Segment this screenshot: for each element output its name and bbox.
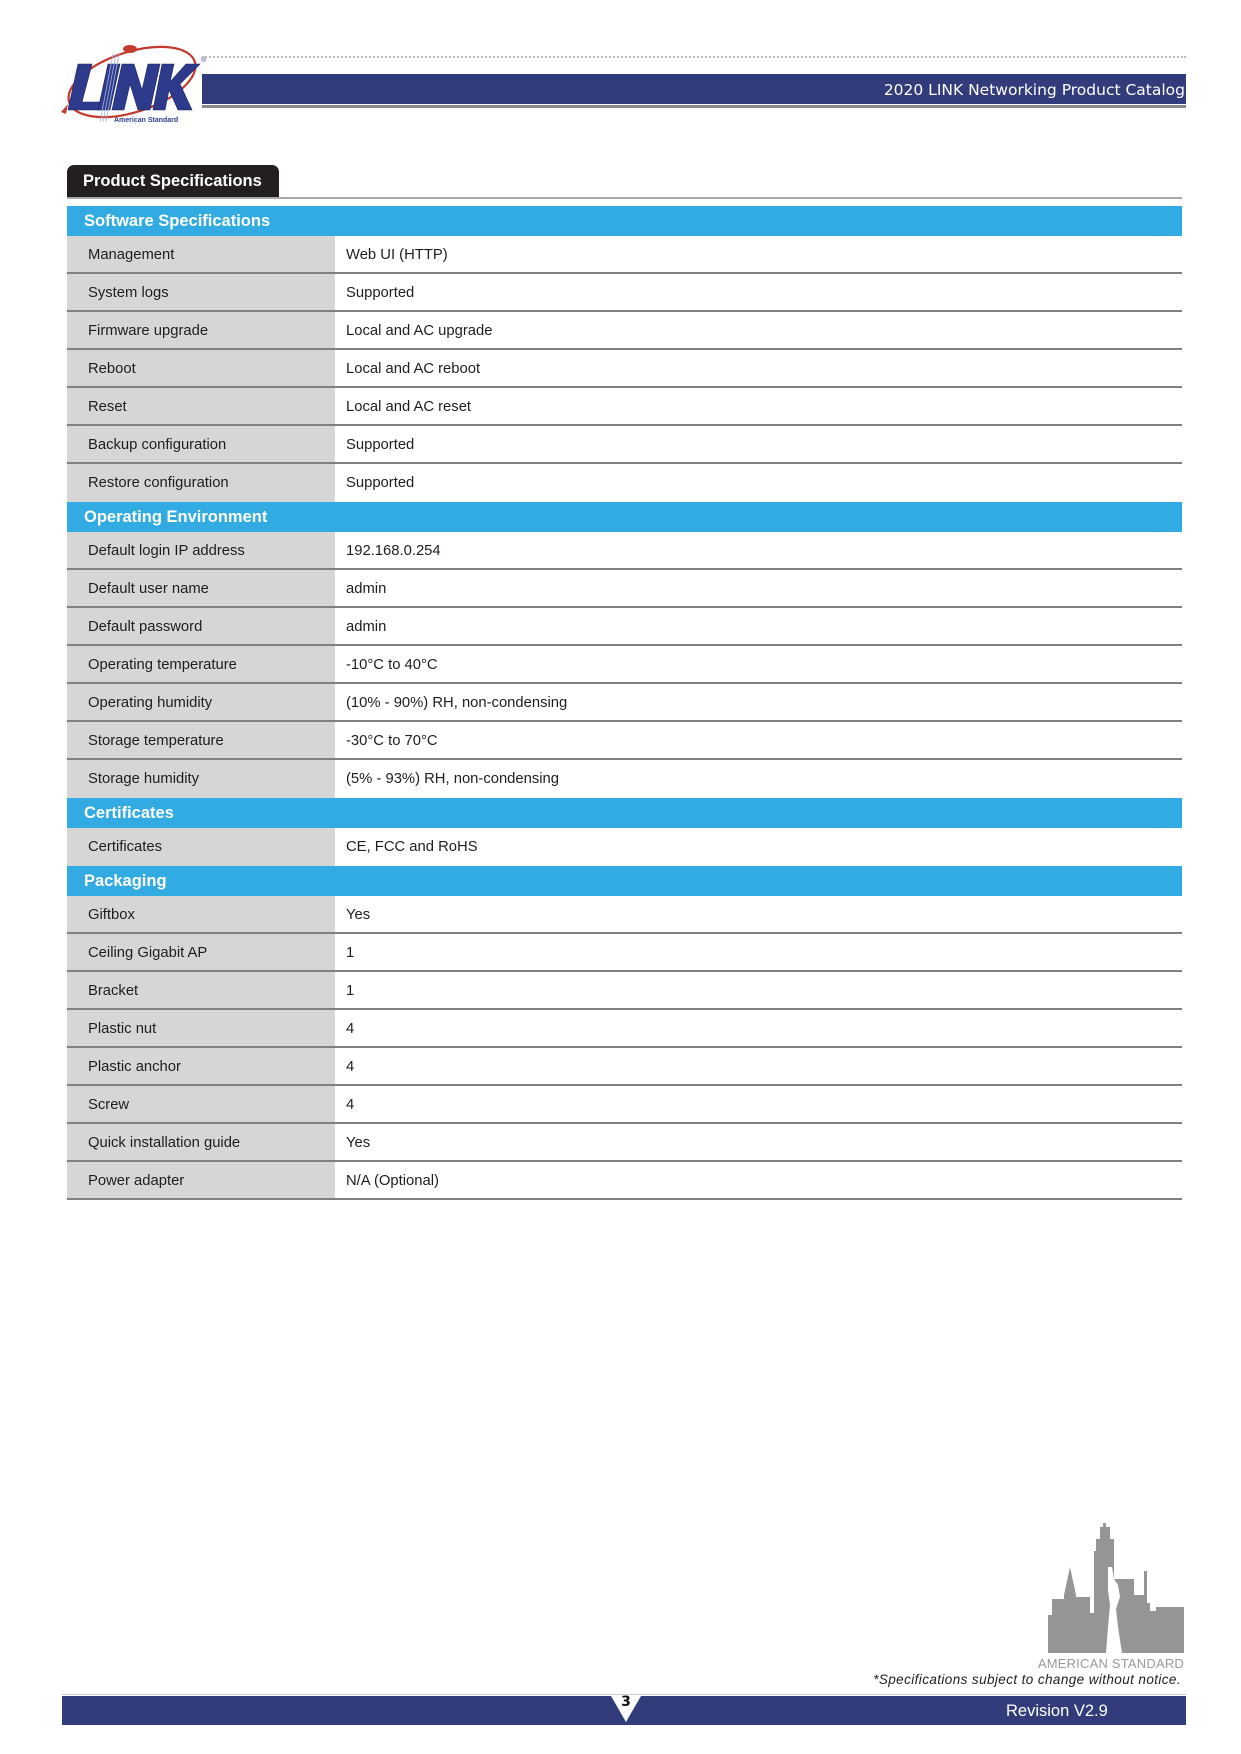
spec-value: admin xyxy=(335,608,1182,646)
spec-value: Yes xyxy=(335,896,1182,934)
spec-change-notice: *Specifications subject to change without notice. xyxy=(873,1672,1181,1687)
spec-label: Reboot xyxy=(67,350,335,388)
svg-text:®: ® xyxy=(201,57,206,64)
spec-label: Operating humidity xyxy=(67,684,335,722)
spec-row xyxy=(67,388,1182,426)
header-dotted-rule xyxy=(202,56,1186,58)
header-underline xyxy=(202,105,1186,108)
spec-value: 192.168.0.254 xyxy=(335,532,1182,570)
spec-label: Power adapter xyxy=(67,1162,335,1200)
spec-value: Local and AC reboot xyxy=(335,350,1182,388)
spec-value: 4 xyxy=(335,1086,1182,1124)
spec-value: -10°C to 40°C xyxy=(335,646,1182,684)
spec-label: Restore configuration xyxy=(67,464,335,502)
spec-label: Backup configuration xyxy=(67,426,335,464)
spec-row xyxy=(67,722,1182,760)
spec-row xyxy=(67,274,1182,312)
spec-row xyxy=(67,464,1182,502)
tab-rule xyxy=(67,197,1182,199)
spec-label: Certificates xyxy=(67,828,335,866)
american-standard-caption: AMERICAN STANDARD xyxy=(1037,1656,1184,1671)
spec-row xyxy=(67,934,1182,972)
section-header: Certificates xyxy=(67,798,1182,828)
spec-row xyxy=(67,608,1182,646)
spec-row xyxy=(67,1124,1182,1162)
link-logo xyxy=(58,38,206,126)
logo-subtext: American Standard xyxy=(114,117,179,124)
spec-row xyxy=(67,1048,1182,1086)
spec-value: N/A (Optional) xyxy=(335,1162,1182,1200)
spec-value: (10% - 90%) RH, non-condensing xyxy=(335,684,1182,722)
spec-label: Storage humidity xyxy=(67,760,335,798)
spec-label: Plastic anchor xyxy=(67,1048,335,1086)
spec-value: CE, FCC and RoHS xyxy=(335,828,1182,866)
spec-label: Default user name xyxy=(67,570,335,608)
spec-label: Firmware upgrade xyxy=(67,312,335,350)
spec-value: 1 xyxy=(335,972,1182,1010)
spec-row xyxy=(67,972,1182,1010)
product-specifications-tab: Product Specifications xyxy=(67,165,279,197)
spec-value: Supported xyxy=(335,426,1182,464)
catalog-title: 2020 LINK Networking Product Catalog xyxy=(883,81,1185,99)
spec-label: Screw xyxy=(67,1086,335,1124)
section-header: Operating Environment xyxy=(67,502,1182,532)
spec-value: Local and AC reset xyxy=(335,388,1182,426)
spec-label: System logs xyxy=(67,274,335,312)
spec-row xyxy=(67,312,1182,350)
spec-label: Bracket xyxy=(67,972,335,1010)
spec-value: Supported xyxy=(335,274,1182,312)
spec-value: Yes xyxy=(335,1124,1182,1162)
section-header: Software Specifications xyxy=(67,206,1182,236)
spec-row xyxy=(67,1010,1182,1048)
spec-label: Plastic nut xyxy=(67,1010,335,1048)
spec-row xyxy=(67,760,1182,798)
spec-row xyxy=(67,684,1182,722)
section-header: Packaging xyxy=(67,866,1182,896)
spec-row xyxy=(67,350,1182,388)
spec-table xyxy=(67,206,1182,1200)
spec-value: -30°C to 70°C xyxy=(335,722,1182,760)
spec-value: Web UI (HTTP) xyxy=(335,236,1182,274)
spec-row xyxy=(67,236,1182,274)
spec-label: Reset xyxy=(67,388,335,426)
spec-value: 4 xyxy=(335,1010,1182,1048)
spec-label: Default login IP address xyxy=(67,532,335,570)
spec-value: Local and AC upgrade xyxy=(335,312,1182,350)
spec-row xyxy=(67,426,1182,464)
spec-row xyxy=(67,646,1182,684)
spec-label: Ceiling Gigabit AP xyxy=(67,934,335,972)
spec-row xyxy=(67,1162,1182,1200)
spec-value: 1 xyxy=(335,934,1182,972)
spec-label: Operating temperature xyxy=(67,646,335,684)
spec-label: Quick installation guide xyxy=(67,1124,335,1162)
spec-row xyxy=(67,896,1182,934)
spec-row xyxy=(67,1086,1182,1124)
spec-row xyxy=(67,828,1182,866)
revision-label: Revision V2.9 xyxy=(1006,1702,1108,1720)
spec-row xyxy=(67,532,1182,570)
header-bar xyxy=(202,74,1186,104)
spec-label: Default password xyxy=(67,608,335,646)
spec-value: 4 xyxy=(335,1048,1182,1086)
spec-label: Management xyxy=(67,236,335,274)
spec-value: Supported xyxy=(335,464,1182,502)
spec-label: Giftbox xyxy=(67,896,335,934)
page-number: 3 xyxy=(621,1694,631,1710)
spec-value: admin xyxy=(335,570,1182,608)
spec-label: Storage temperature xyxy=(67,722,335,760)
spec-row xyxy=(67,570,1182,608)
spec-value: (5% - 93%) RH, non-condensing xyxy=(335,760,1182,798)
skyline-illustration xyxy=(1048,1523,1184,1653)
